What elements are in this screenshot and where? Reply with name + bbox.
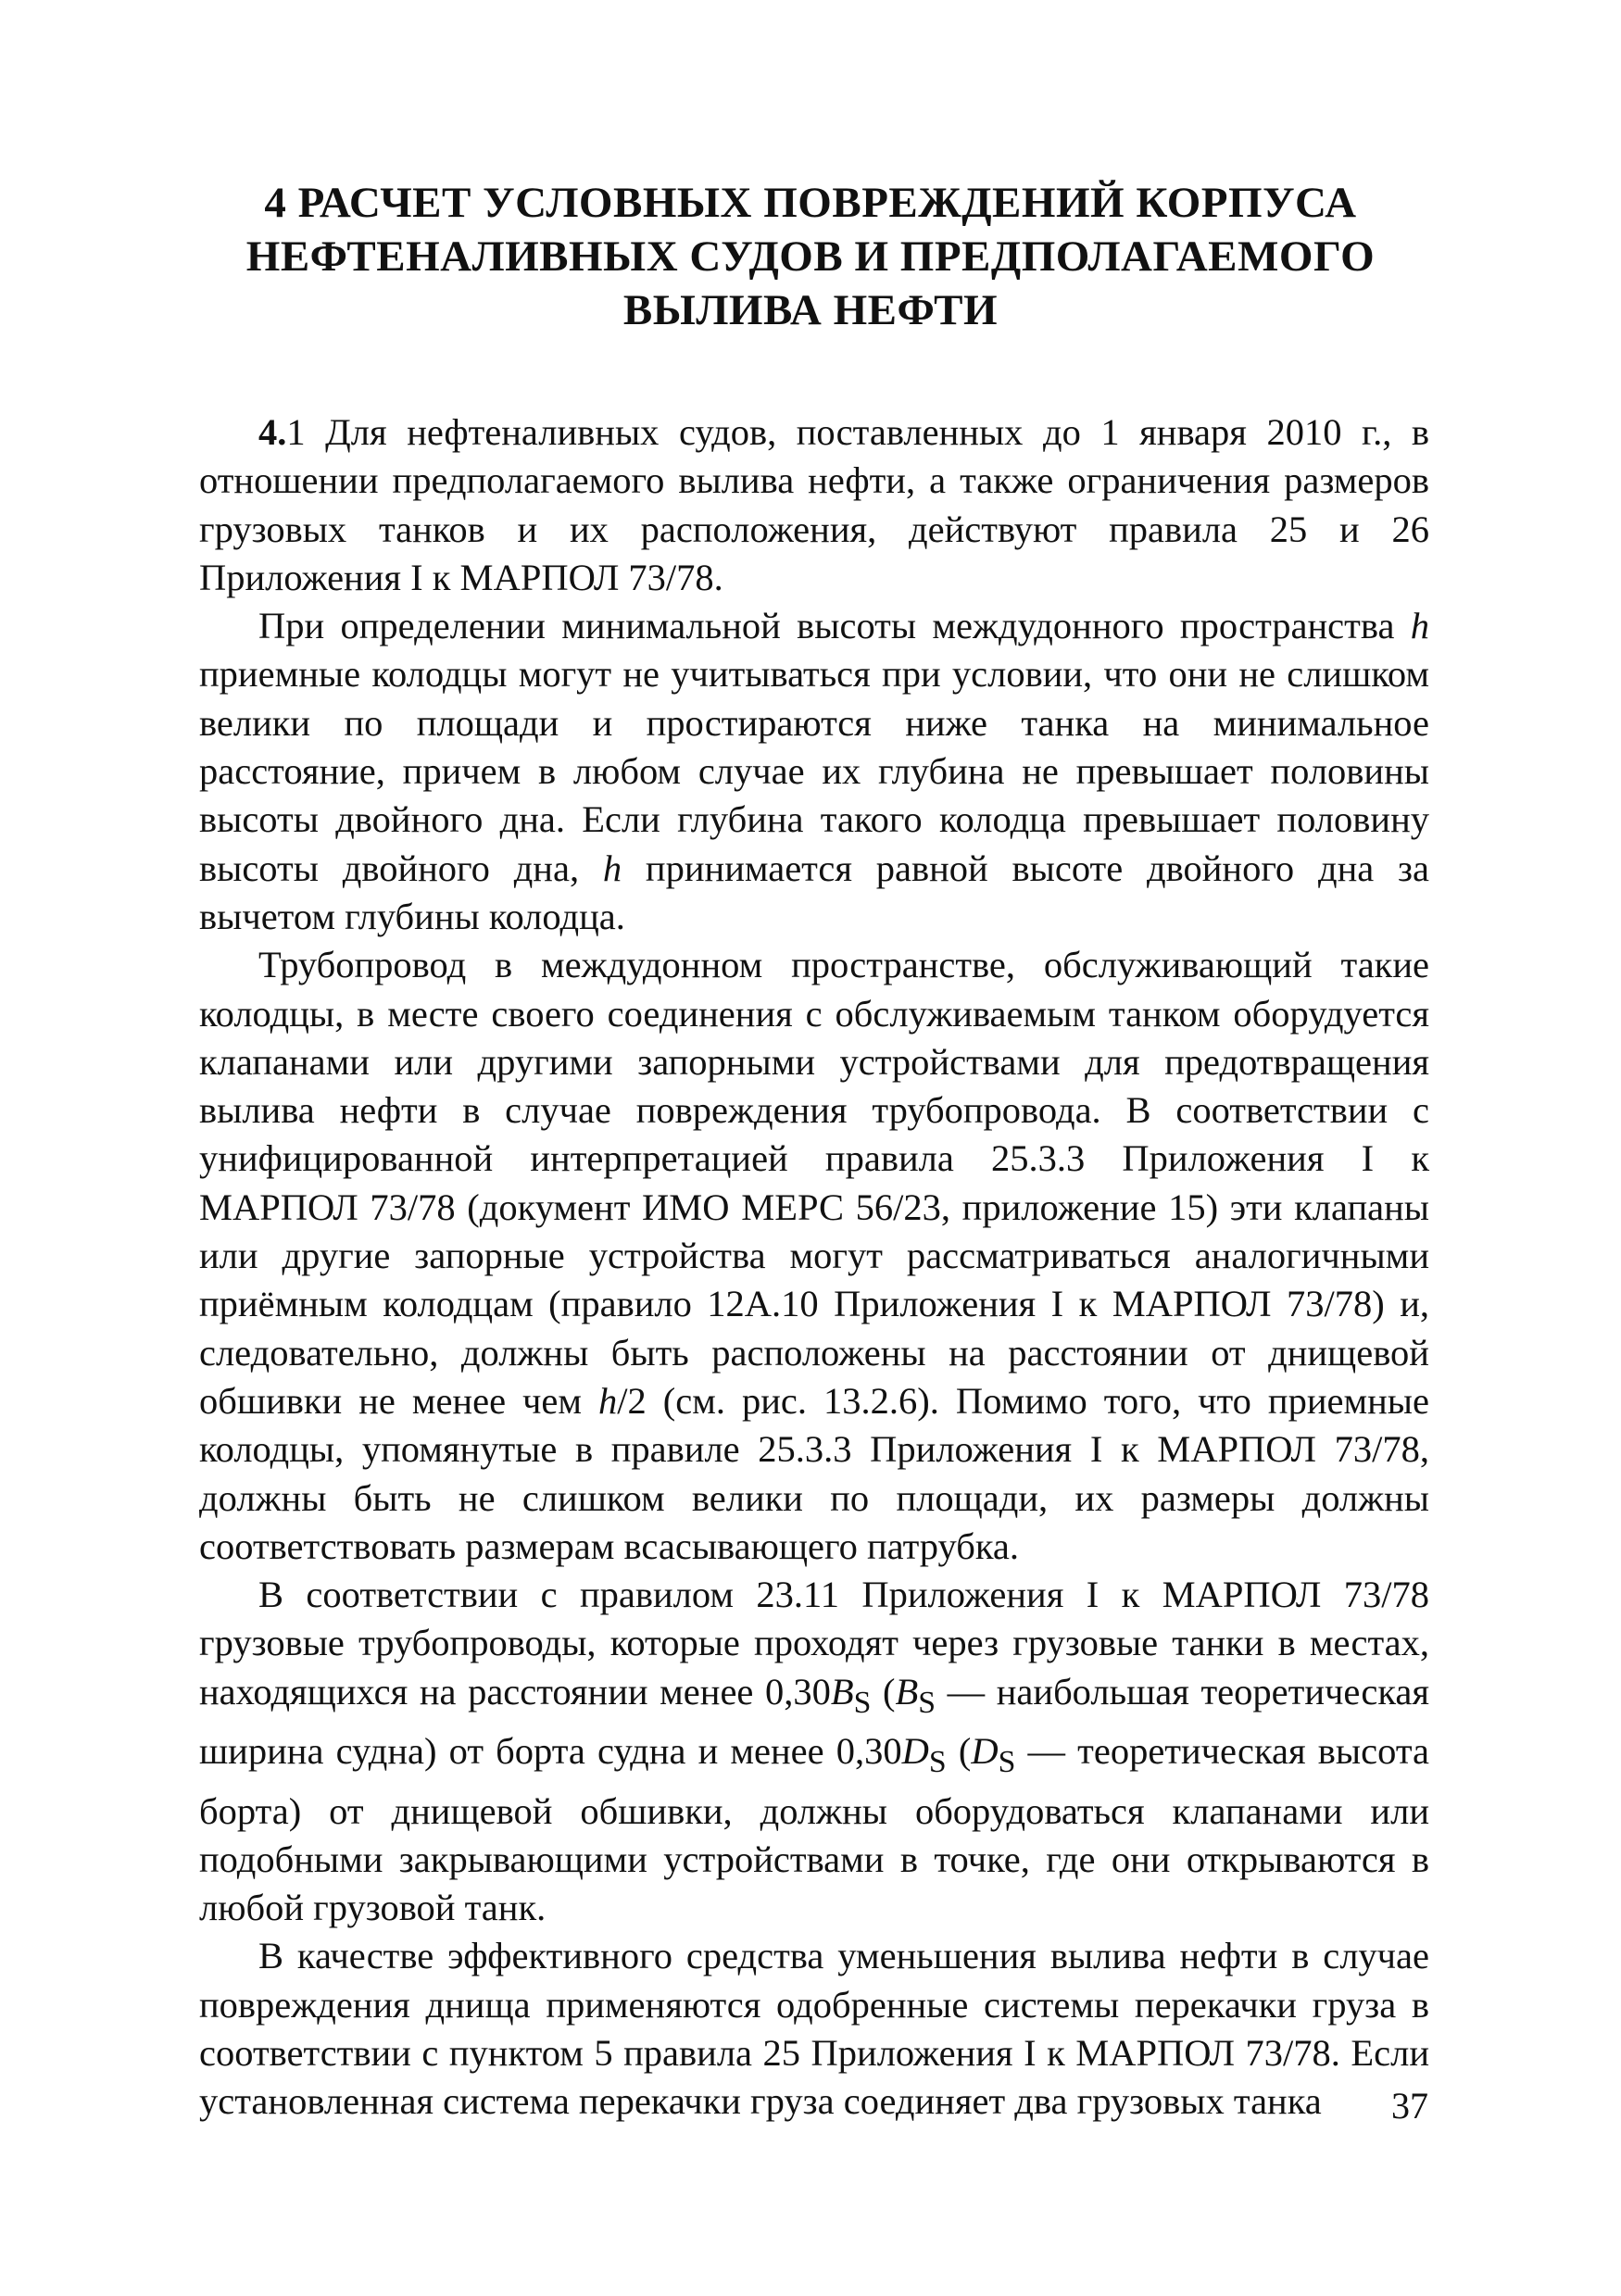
paragraph-5: В качестве эффективного средства уменьшения вылива нефти в случае повреждения днища применяются одобренные системы перекачки груза в соответствии с пунктом 5 правила 25 Приложения I к МАРПОЛ 73/78. Если установленная система перекачки груза соединяет два грузовых танка — [199, 1935, 1429, 2123]
paragraph-4-1: 4.1 Для нефтеналивных судов, поставленных до 1 января 2010 г., в отношении предполагаемого вылива нефти, а также ограничения размеров грузовых танков и их расположения, действуют правила 25 и 26 Приложения I к МАРПОЛ 73/78. — [199, 411, 1429, 598]
variable-b: B — [895, 1670, 919, 1713]
document-body — [199, 408, 1429, 2127]
paragraph-4: В соответствии с правилом 23.11 Приложения I к МАРПОЛ 73/78 грузовые трубопроводы, которые проходят через грузовые танки в местах, находящихся на расстоянии менее $0,30B_S$ ($B_S$ — наибольшая теоретическая ширина судна) от борта судна и менее $0,30D_S$ ($D_S$ — теоретическая высота борта) от днищевой обшивки, должны оборудоваться клапанами или подобными закрывающими устройствами в точке, где они открываются в любой грузовой танк. — [199, 1574, 1430, 1929]
variable-h: h — [598, 1379, 618, 1422]
variable-d: D — [971, 1730, 999, 1773]
variable-h: h — [1410, 605, 1429, 647]
heading-line-3: ВЫЛИВА НЕФТИ — [622, 286, 999, 334]
paragraph-2: При определении минимальной высоты междудонного пространства h приемные колодцы могут не учитываться при условии, что они не слишком велики по площади и простираются ниже танка на минимальное расстояние, причем в любом случае их глубина не превышает половины высоты двойного дна. Если глубина такого колодца превышает половину высоты двойного дна, h принимается равной высоте двойного дна за вычетом глубины колодца. — [199, 605, 1430, 937]
variable-h: h — [602, 847, 622, 889]
variable-b: B — [830, 1670, 854, 1713]
variable-d: D — [901, 1730, 929, 1773]
section-number: 4. — [258, 411, 287, 453]
page-number: 37 — [1391, 2085, 1428, 2127]
heading-line-1: 4 РАСЧЕТ УСЛОВНЫХ ПОВРЕЖДЕНИЙ КОРПУСА — [264, 179, 1357, 227]
paragraph-3: Трубопровод в междудонном пространстве, обслуживающий такие колодцы, в месте своего соединения с обслуживаемым танком оборудуется клапанами или другими запорными устройствами для предотвращения вылива нефти в случае повреждения трубопровода. В соответствии с унифицированной интерпретацией правила 25.3.3 Приложения I к МАРПОЛ 73/78 (документ ИМО МЕРС 56/23, приложение 15) эти клапаны или другие запорные устройства могут рассматриваться аналогичными приёмным колодцам (правило 12А.10 Приложения I к МАРПОЛ 73/78) и, следовательно, должны быть расположены на расстоянии от днищевой обшивки не менее чем h/2 (см. рис. 13.2.6). Помимо того, что приемные колодцы, упомянутые в правиле 25.3.3 Приложения I к МАРПОЛ 73/78, должны быть не слишком велики по площади, их размеры должны соответствовать размерам всасывающего патрубка. — [199, 944, 1429, 1567]
heading-line-2: НЕФТЕНАЛИВНЫХ СУДОВ И ПРЕДПОЛАГАЕМОГО — [245, 232, 1376, 281]
chapter-heading — [167, 176, 1454, 337]
